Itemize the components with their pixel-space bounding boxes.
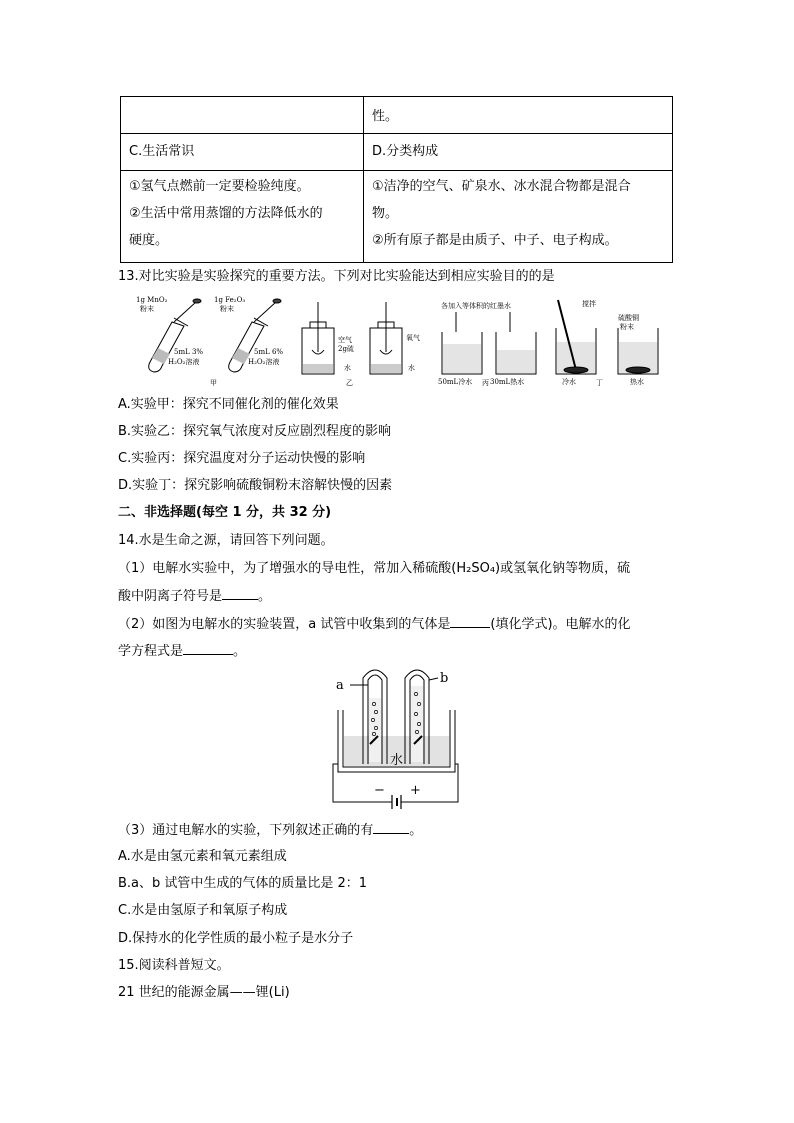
q14-stem: 14.水是生命之源，请回答下列问题。 <box>118 533 334 548</box>
table-cell <box>121 97 364 134</box>
fig-label: 冷水 <box>562 378 576 386</box>
q13-option-c: C.实验丙：探究温度对分子运动快慢的影响 <box>118 451 366 466</box>
q14-p2-line1 <box>118 615 631 634</box>
fig-label: 硫酸铜 <box>618 314 639 322</box>
text: 。 <box>258 589 272 604</box>
plus-label: + <box>410 783 421 798</box>
q14-option-c: C.水是由氢原子和氧原子构成 <box>118 903 288 918</box>
text: 。 <box>233 644 247 659</box>
cell-text: 性。 <box>372 109 399 124</box>
section-title: 二、非选择题(每空 1 分，共 32 分) <box>118 505 332 520</box>
q13-stem: 13.对比实验是实验探究的重要方法。下列对比实验能达到相应实验目的的是 <box>118 269 555 284</box>
fig-label: 水 <box>344 364 351 372</box>
minus-label: − <box>374 783 385 798</box>
text: （2）如图为电解水的实验装置，a 试管中收集到的气体是 <box>118 617 451 632</box>
fig-label: 乙 <box>346 379 353 387</box>
fig-label: 丙 <box>482 379 489 387</box>
q15-stem: 15.阅读科普短文。 <box>118 958 230 973</box>
fig-label: 50mL冷水 <box>438 378 473 386</box>
q13-figure <box>130 292 670 390</box>
cell-text: ②生活中常用蒸馏的方法降低水的 <box>129 206 323 221</box>
text: （3）通过电解水的实验，下列叙述正确的有 <box>118 823 374 838</box>
answer-blank[interactable] <box>222 587 258 600</box>
fig-label: 氧气 <box>406 334 420 342</box>
fig-label: 各加入等体积的红墨水 <box>441 302 511 310</box>
text: 酸中阴离子符号是 <box>118 589 223 604</box>
fig-label: 粉末 <box>140 305 154 313</box>
fig-label: 热水 <box>630 378 644 386</box>
cell-text: ②所有原子都是由质子、中子、电子构成。 <box>372 233 618 248</box>
answer-blank[interactable] <box>373 821 409 834</box>
table-cell <box>364 134 673 171</box>
water-label: 水 <box>390 753 404 768</box>
fig-label: 粉末 <box>220 305 234 313</box>
table-cell <box>364 171 673 263</box>
fig-label: 5mL 3% <box>174 348 204 356</box>
gas-jar-1 <box>302 302 334 374</box>
q12-table <box>120 96 673 263</box>
fig-label: 5mL 6% <box>254 348 284 356</box>
q13-option-a: A.实验甲：探究不同催化剂的催化效果 <box>118 397 339 412</box>
cell-text: 硬度。 <box>129 233 169 248</box>
q14-option-a: A.水是由氢元素和氧元素组成 <box>118 849 287 864</box>
beaker-4 <box>618 328 658 374</box>
tube-label-a: a <box>336 678 344 693</box>
q14-option-d: D.保持水的化学性质的最小粒子是水分子 <box>118 931 354 946</box>
q14-p2-line2 <box>118 642 246 661</box>
text: 学方程式是 <box>118 644 184 659</box>
fig-label: 丁 <box>596 379 603 387</box>
beaker-3 <box>556 300 596 374</box>
fig-label: 空气 <box>338 336 352 344</box>
cell-text: D.分类构成 <box>372 144 439 159</box>
gas-jar-2 <box>370 302 402 374</box>
fig-label: 2g硫 <box>338 345 354 353</box>
electrolysis-figure <box>330 664 465 810</box>
cell-text: ①氢气点燃前一定要检验纯度。 <box>129 179 310 194</box>
cell-text: ①洁净的空气、矿泉水、冰水混合物都是混合 <box>372 179 631 194</box>
cell-text: 物。 <box>372 206 399 221</box>
fig-label: 粉末 <box>620 323 634 331</box>
tube-label-b: b <box>440 671 449 686</box>
q14-p1-line1: （1）电解水实验中，为了增强水的导电性，常加入稀硫酸(H₂SO₄)或氢氧化钠等物质，硫 <box>118 561 631 576</box>
fig-label: 甲 <box>210 379 217 387</box>
beaker-1 <box>442 312 482 374</box>
fig-label: H₂O₂溶液 <box>168 358 200 366</box>
q15-title: 21 世纪的能源金属——锂(Li) <box>118 985 290 1000</box>
fig-label: 水 <box>408 364 415 372</box>
fig-label: 1g Fe₂O₃ <box>214 296 246 304</box>
fig-label: H₂O₂溶液 <box>248 358 280 366</box>
q14-p1-line2 <box>118 587 271 606</box>
text: 。 <box>409 823 423 838</box>
answer-blank[interactable] <box>183 642 233 655</box>
beaker-2 <box>496 312 536 374</box>
fig-label: 30mL热水 <box>490 378 525 386</box>
q13-option-d: D.实验丁：探究影响硫酸铜粉末溶解快慢的因素 <box>118 478 393 493</box>
table-cell <box>121 134 364 171</box>
text: (填化学式)。电解水的化 <box>490 617 631 632</box>
fig-label: 搅拌 <box>582 300 596 308</box>
q14-p3 <box>118 821 422 840</box>
cell-text: C.生活常识 <box>129 144 195 159</box>
table-cell <box>121 171 364 263</box>
fig-label: 1g MnO₂ <box>136 296 168 304</box>
q14-option-b: B.a、b 试管中生成的气体的质量比是 2：1 <box>118 876 368 891</box>
table-cell <box>364 97 673 134</box>
answer-blank[interactable] <box>450 615 490 628</box>
q13-option-b: B.实验乙：探究氧气浓度对反应剧烈程度的影响 <box>118 424 392 439</box>
